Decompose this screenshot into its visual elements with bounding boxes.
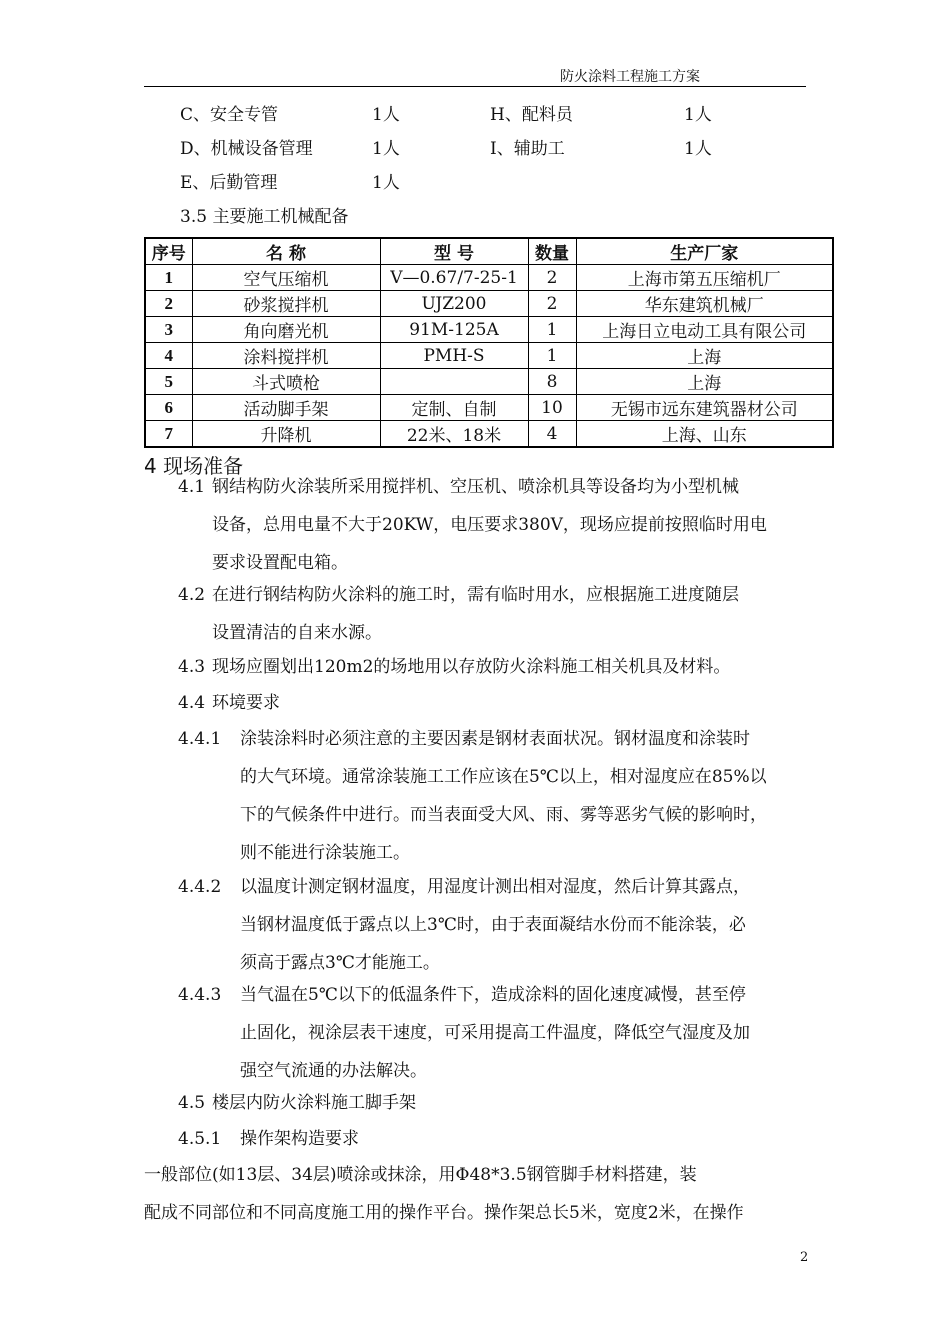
- cell-model: 22米、18米: [380, 421, 528, 448]
- staff-count: 1人: [372, 173, 400, 193]
- paragraph-4-3-number: 4.3: [178, 657, 206, 677]
- cell-manufacturer: 上海、山东: [576, 421, 833, 448]
- cell-manufacturer: 上海日立电动工具有限公司: [576, 317, 833, 343]
- paragraph-4-5-1: 操作架构造要求: [240, 1129, 359, 1149]
- cell-quantity: 2: [528, 291, 576, 317]
- paragraph-line: 下的气候条件中进行。而当表面受大风、雨、雾等恶劣气候的影响时，: [240, 805, 767, 825]
- table-row: [145, 343, 833, 369]
- cell-quantity: 10: [528, 395, 576, 421]
- paragraph-line: 配成不同部位和不同高度施工用的操作平台。操作架总长5米，宽度2米，在操作: [144, 1203, 744, 1223]
- paragraph-4-1-number: 4.1: [178, 477, 206, 497]
- paragraph-line: 则不能进行涂装施工。: [240, 843, 410, 863]
- column-header: 序号: [145, 238, 192, 265]
- header-title: 防火涂料工程施工方案: [560, 69, 700, 85]
- paragraph-4-1: [212, 468, 767, 582]
- cell-manufacturer: 上海: [576, 343, 833, 369]
- staff-count: 1人: [372, 139, 400, 159]
- staff-count: 1人: [684, 139, 712, 159]
- cell-name: 砂浆搅拌机: [192, 291, 380, 317]
- cell-model: [380, 369, 528, 395]
- page-number: 2: [800, 1250, 809, 1265]
- paragraph-4-4-2: [240, 868, 750, 982]
- cell-model: PMH-S: [380, 343, 528, 369]
- cell-manufacturer: 上海: [576, 369, 833, 395]
- cell-quantity: 8: [528, 369, 576, 395]
- cell-model: 91M-125A: [380, 317, 528, 343]
- paragraph-4-2: [212, 576, 739, 652]
- paragraph-line: 当钢材温度低于露点以上3℃时，由于表面凝结水份而不能涂装，必: [240, 915, 746, 935]
- paragraph-4-2-number: 4.2: [178, 585, 206, 605]
- cell-quantity: 1: [528, 317, 576, 343]
- cell-index: 6: [145, 395, 192, 421]
- table-row: [145, 265, 833, 291]
- paragraph-line: 止固化，视涂层表干速度，可采用提高工件温度，降低空气湿度及加: [240, 1023, 750, 1043]
- cell-index: 4: [145, 343, 192, 369]
- cell-model: UJZ200: [380, 291, 528, 317]
- cell-model: 定制、自制: [380, 395, 528, 421]
- table-header-row: [145, 238, 833, 265]
- paragraph-line: 涂装涂料时必须注意的主要因素是钢材表面状况。钢材温度和涂装时: [240, 729, 750, 749]
- staff-label: I、辅助工: [490, 139, 565, 159]
- paragraph-line: 设置清洁的自来水源。: [212, 623, 382, 643]
- paragraph-line: 强空气流通的办法解决。: [240, 1061, 427, 1081]
- body-paragraph: [144, 1156, 744, 1232]
- paragraph-4-5-number: 4.5: [178, 1093, 206, 1113]
- staff-label: E、后勤管理: [180, 173, 278, 193]
- cell-name: 活动脚手架: [192, 395, 380, 421]
- table-row: [145, 395, 833, 421]
- staff-label: H、配料员: [490, 105, 573, 125]
- cell-name: 斗式喷枪: [192, 369, 380, 395]
- cell-index: 3: [145, 317, 192, 343]
- cell-manufacturer: 华东建筑机械厂: [576, 291, 833, 317]
- section-heading-3-5: 3.5 主要施工机械配备: [180, 207, 349, 227]
- cell-index: 5: [145, 369, 192, 395]
- cell-name: 升降机: [192, 421, 380, 448]
- paragraph-line: 要求设置配电箱。: [212, 553, 348, 573]
- header-divider: [144, 86, 806, 87]
- cell-model: V—0.67/7-25-1: [380, 265, 528, 291]
- cell-index: 2: [145, 291, 192, 317]
- table-row: [145, 369, 833, 395]
- cell-quantity: 4: [528, 421, 576, 448]
- paragraph-4-4-3: [240, 976, 750, 1090]
- paragraph-line: 设备，总用电量不大于20KW，电压要求380V，现场应提前按照临时用电: [212, 515, 767, 535]
- staff-count: 1人: [372, 105, 400, 125]
- cell-name: 涂料搅拌机: [192, 343, 380, 369]
- paragraph-4-4-number: 4.4: [178, 693, 206, 713]
- paragraph-line: 以温度计测定钢材温度，用湿度计测出相对湿度，然后计算其露点，: [240, 877, 750, 897]
- paragraph-4-4-1: [240, 720, 767, 872]
- cell-name: 空气压缩机: [192, 265, 380, 291]
- column-header: 生产厂家: [576, 238, 833, 265]
- column-header: 名 称: [192, 238, 380, 265]
- paragraph-4-4-2-number: 4.4.2: [178, 877, 222, 897]
- paragraph-line: 一般部位(如13层、34层)喷涂或抹涂，用Φ48*3.5钢管脚手材料搭建，装: [144, 1165, 697, 1185]
- staff-label: C、安全专管: [180, 105, 279, 125]
- paragraph-4-5-1-number: 4.5.1: [178, 1129, 222, 1149]
- cell-name: 角向磨光机: [192, 317, 380, 343]
- staff-count: 1人: [684, 105, 712, 125]
- paragraph-line: 在进行钢结构防火涂料的施工时，需有临时用水，应根据施工进度随层: [212, 585, 739, 605]
- table-row: [145, 317, 833, 343]
- cell-quantity: 2: [528, 265, 576, 291]
- cell-index: 1: [145, 265, 192, 291]
- paragraph-4-5: 楼层内防火涂料施工脚手架: [212, 1093, 416, 1113]
- paragraph-4-4-3-number: 4.4.3: [178, 985, 222, 1005]
- section-heading-4: 4 现场准备: [144, 454, 244, 478]
- staff-label: D、机械设备管理: [180, 139, 313, 159]
- cell-manufacturer: 无锡市远东建筑器材公司: [576, 395, 833, 421]
- column-header: 数量: [528, 238, 576, 265]
- paragraph-4-4: 环境要求: [212, 693, 280, 713]
- paragraph-line: 的大气环境。通常涂装施工工作应该在5℃以上，相对湿度应在85%以: [240, 767, 767, 787]
- paragraph-4-4-1-number: 4.4.1: [178, 729, 222, 749]
- column-header: 型 号: [380, 238, 528, 265]
- cell-manufacturer: 上海市第五压缩机厂: [576, 265, 833, 291]
- equipment-table: [144, 237, 834, 448]
- cell-index: 7: [145, 421, 192, 448]
- paragraph-4-3: 现场应圈划出120m2的场地用以存放防火涂料施工相关机具及材料。: [212, 657, 731, 677]
- cell-quantity: 1: [528, 343, 576, 369]
- paragraph-line: 钢结构防火涂装所采用搅拌机、空压机、喷涂机具等设备均为小型机械: [212, 477, 739, 497]
- paragraph-line: 须高于露点3℃才能施工。: [240, 953, 440, 973]
- table-row: [145, 421, 833, 448]
- table-row: [145, 291, 833, 317]
- paragraph-line: 当气温在5℃以下的低温条件下，造成涂料的固化速度减慢，甚至停: [240, 985, 746, 1005]
